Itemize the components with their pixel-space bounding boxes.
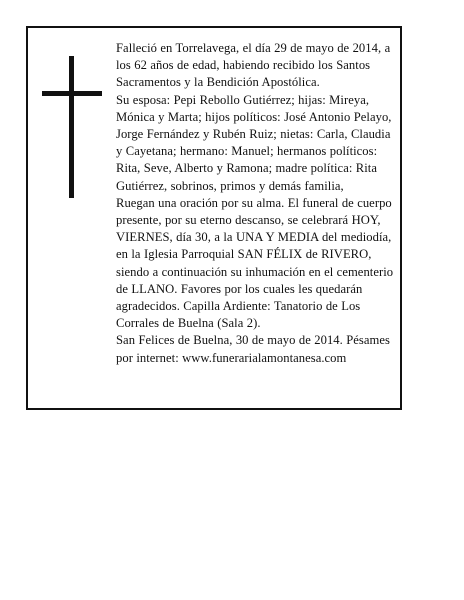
- notice-text: [116, 40, 400, 367]
- cross-horizontal-bar: [42, 91, 102, 96]
- funeral-details-paragraph: Ruegan una oración por su alma. El funeral de cuerpo presente, por su eterno descanso, se celebrará HOY, VIERNES, día 30, a la UNA Y MEDIA del mediodía, en la Iglesia Parroquial SAN FÉLIX de RIVERO, siendo a continuación su inhumación en el cementerio de LLANO. Favores por los cuales les quedarán agradecidos. Capilla Ardiente: Tanatorio de Los Corrales de Buelna (Sala 2).: [116, 195, 394, 331]
- death-announcement-paragraph: Falleció en Torrelavega, el día 29 de mayo de 2014, a los 62 años de edad, habiendo recibido los Santos Sacramentos y la Bendición Apostólica.: [116, 41, 391, 90]
- obituary-notice: [26, 26, 402, 410]
- place-date-paragraph: San Felices de Buelna, 30 de mayo de 2014. Pésames por internet: www.funerarialamontanesa.com: [116, 333, 390, 365]
- cross-vertical-bar: [69, 56, 74, 198]
- latin-cross-icon: [42, 56, 102, 198]
- family-paragraph: Su esposa: Pepi Rebollo Gutiérrez; hijas: Mireya, Mónica y Marta; hijos políticos: José Antonio Pelayo, Jorge Fernández y Rubén Ruiz; nietas: Carla, Claudia y Cayetana; hermano: Manuel; hermanos políticos: Rita, Seve, Alberto y Ramona; madre política: Rita Gutiérrez, sobrinos, primos y demás familia,: [116, 92, 392, 193]
